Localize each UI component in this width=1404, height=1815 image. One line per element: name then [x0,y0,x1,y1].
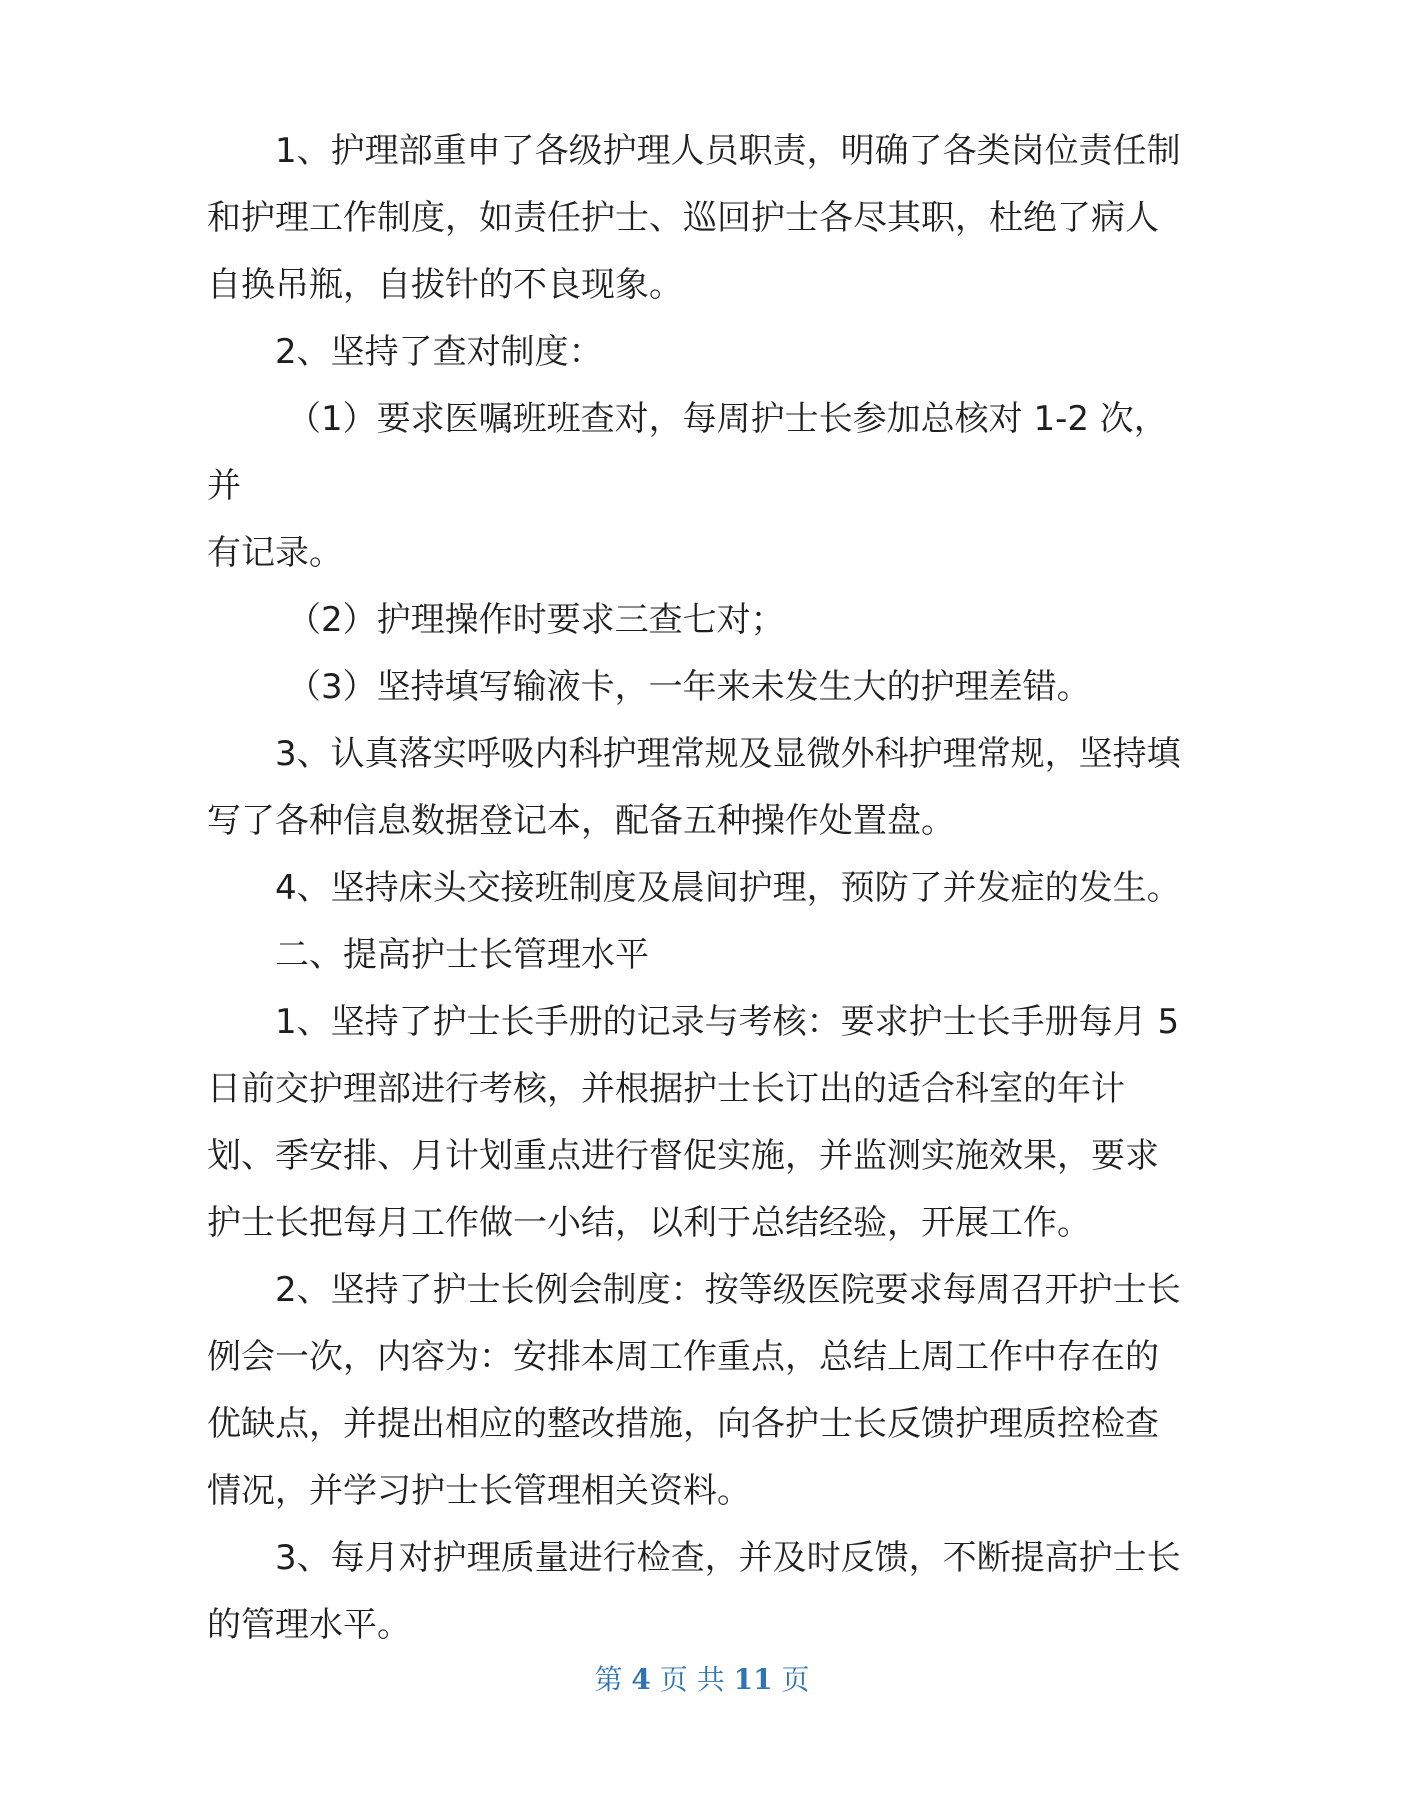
paragraph-quality-check: 3、每月对护理质量进行检查，并及时反馈，不断提高护士长 的管理水平。 [207,1538,1181,1645]
paragraph-head-nurse-manual: 1、坚持了护士长手册的记录与考核：要求护士长手册每月 5 日前交护理部进行考核，并根据护士长订出的适合科室的年计 划、季安排、月计划重点进行督促实施，并监测实施效果，要求 护士长把每月工作做一小结，以利于总结经验，开展工作。 [207,1002,1180,1243]
footer-suffix: 页 [781,1663,810,1696]
footer-middle: 页 共 [659,1663,725,1696]
paragraph-head-nurse-meeting: 2、坚持了护士长例会制度：按等级医院要求每周召开护士长 例会一次，内容为：安排本周工作重点，总结上周工作中存在的 优缺点，并提出相应的整改措施，向各护士长反馈护理质控检查 情况，并学习护士长管理相关资料。 [207,1270,1181,1511]
paragraph-responsibility: 1、护理部重申了各级护理人员职责，明确了各类岗位责任制 和护理工作制度，如责任护士、巡回护士各尽其职，杜绝了病人 自换吊瓶，自拔针的不良现象。 [207,131,1181,305]
section-heading-management: 二、提高护士长管理水平 [275,935,649,975]
document-body [207,118,1187,1659]
paragraph-shift-handover: 4、坚持床头交接班制度及晨间护理，预防了并发症的发生。 [275,868,1181,908]
paragraph-check-item-2: （2）护理操作时要求三查七对； [287,600,785,640]
paragraph-check-system: 2、坚持了查对制度： [275,332,603,372]
footer-prefix: 第 [594,1663,623,1696]
page-number-footer [0,1660,1404,1700]
current-page-number: 4 [631,1663,651,1696]
paragraph-check-item-1: （1）要求医嘱班班查对，每周护士长参加总核对 1-2 次，并 有记录。 [207,399,1168,573]
paragraph-nursing-routine: 3、认真落实呼吸内科护理常规及显微外科护理常规，坚持填 写了各种信息数据登记本，配备五种操作处置盘。 [207,734,1181,841]
total-page-number: 11 [733,1663,773,1696]
paragraph-check-item-3: （3）坚持填写输液卡，一年来未发生大的护理差错。 [287,667,1091,707]
